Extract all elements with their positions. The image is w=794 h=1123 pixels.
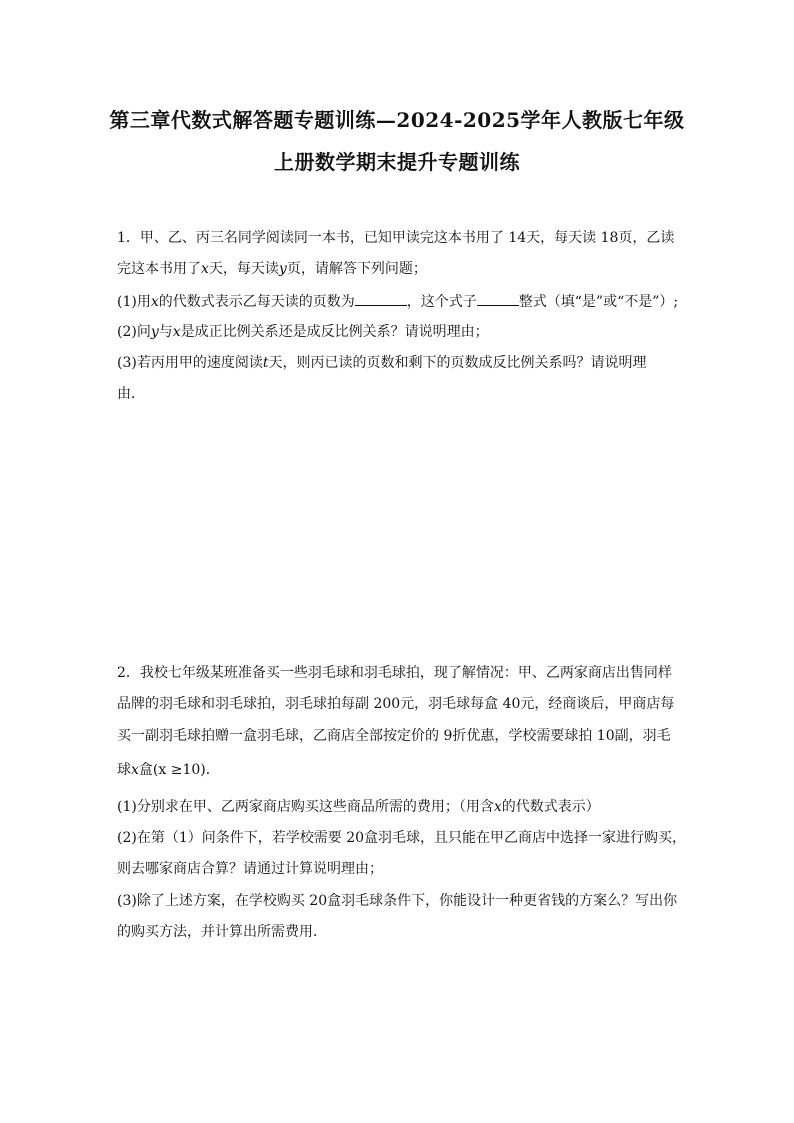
variable-x: x [150, 294, 159, 310]
question-2-line-1: 2．我校七年级某班准备买一些羽毛球和羽毛球拍，现了解情况：甲、乙两家商店出售同样 [117, 665, 672, 681]
question-2-part-2-continued: 则去哪家商店合算？请通过计算说明理由； [117, 861, 383, 877]
answer-blank-2[interactable] [477, 291, 519, 306]
question-1-part-3: (3)若丙用甲的速度阅读t天，则丙已读的页数和剩下的页数成反比例关系吗？请说明理 [117, 355, 647, 371]
variable-x: x [201, 261, 209, 277]
question-2-part-2: (2)在第（1）问条件下，若学校需要 20盒羽毛球，且只能在甲乙商店中选择一家进行购买， [117, 830, 687, 846]
answer-blank-1[interactable] [355, 291, 407, 306]
document-title-line-2: 上册数学期末提升专题训练 [274, 150, 520, 174]
question-2-line-3: 买一副羽毛球拍赠一盒羽毛球，乙商店全部按定价的 9折优惠，学校需要球拍 10副，羽毛 [117, 728, 671, 744]
question-2-line-2: 品牌的羽毛球和羽毛球拍，羽毛球拍每副 200元，羽毛球每盒 40元，经商谈后，甲商店每 [117, 696, 675, 712]
variable-y: y [150, 324, 159, 340]
question-1-part-2: (2)问y与x是成正比例关系还是成反比例关系？请说明理由； [117, 324, 489, 340]
question-2-part-1: (1)分别求在甲、乙两家商店购买这些商品所需的费用；（用含x的代数式表示） [117, 799, 600, 815]
question-1-line-2: 完这本书用了x天，每天读y页，请解答下列问题； [117, 261, 427, 277]
variable-x: x [131, 762, 139, 778]
question-2-part-3-continued: 的购买方法，并计算出所需费用． [117, 924, 327, 940]
document-title-line-1: 第三章代数式解答题专题训练—2024-2025学年人教版七年级 [109, 108, 685, 132]
variable-y: y [278, 261, 287, 277]
variable-t: t [262, 355, 269, 371]
variable-x: x [172, 324, 181, 340]
variable-x: x [493, 799, 502, 815]
question-2-line-4: 球x盒(x ≥10)． [117, 762, 220, 778]
question-1-part-3-continued: 由． [117, 386, 145, 402]
question-2-part-3: (3)除了上述方案，在学校购买 20盒羽毛球条件下，你能设计一种更省钱的方案么？写出你 [117, 893, 678, 909]
question-1-line-1: 1．甲、乙、丙三名同学阅读同一本书，已知甲读完这本书用了 14天，每天读 18页，乙读 [117, 230, 675, 246]
question-1-part-1: (1)用x的代数式表示乙每天读的页数为 ，这个式子 整式（填“是”或“不是”）; [117, 291, 697, 312]
